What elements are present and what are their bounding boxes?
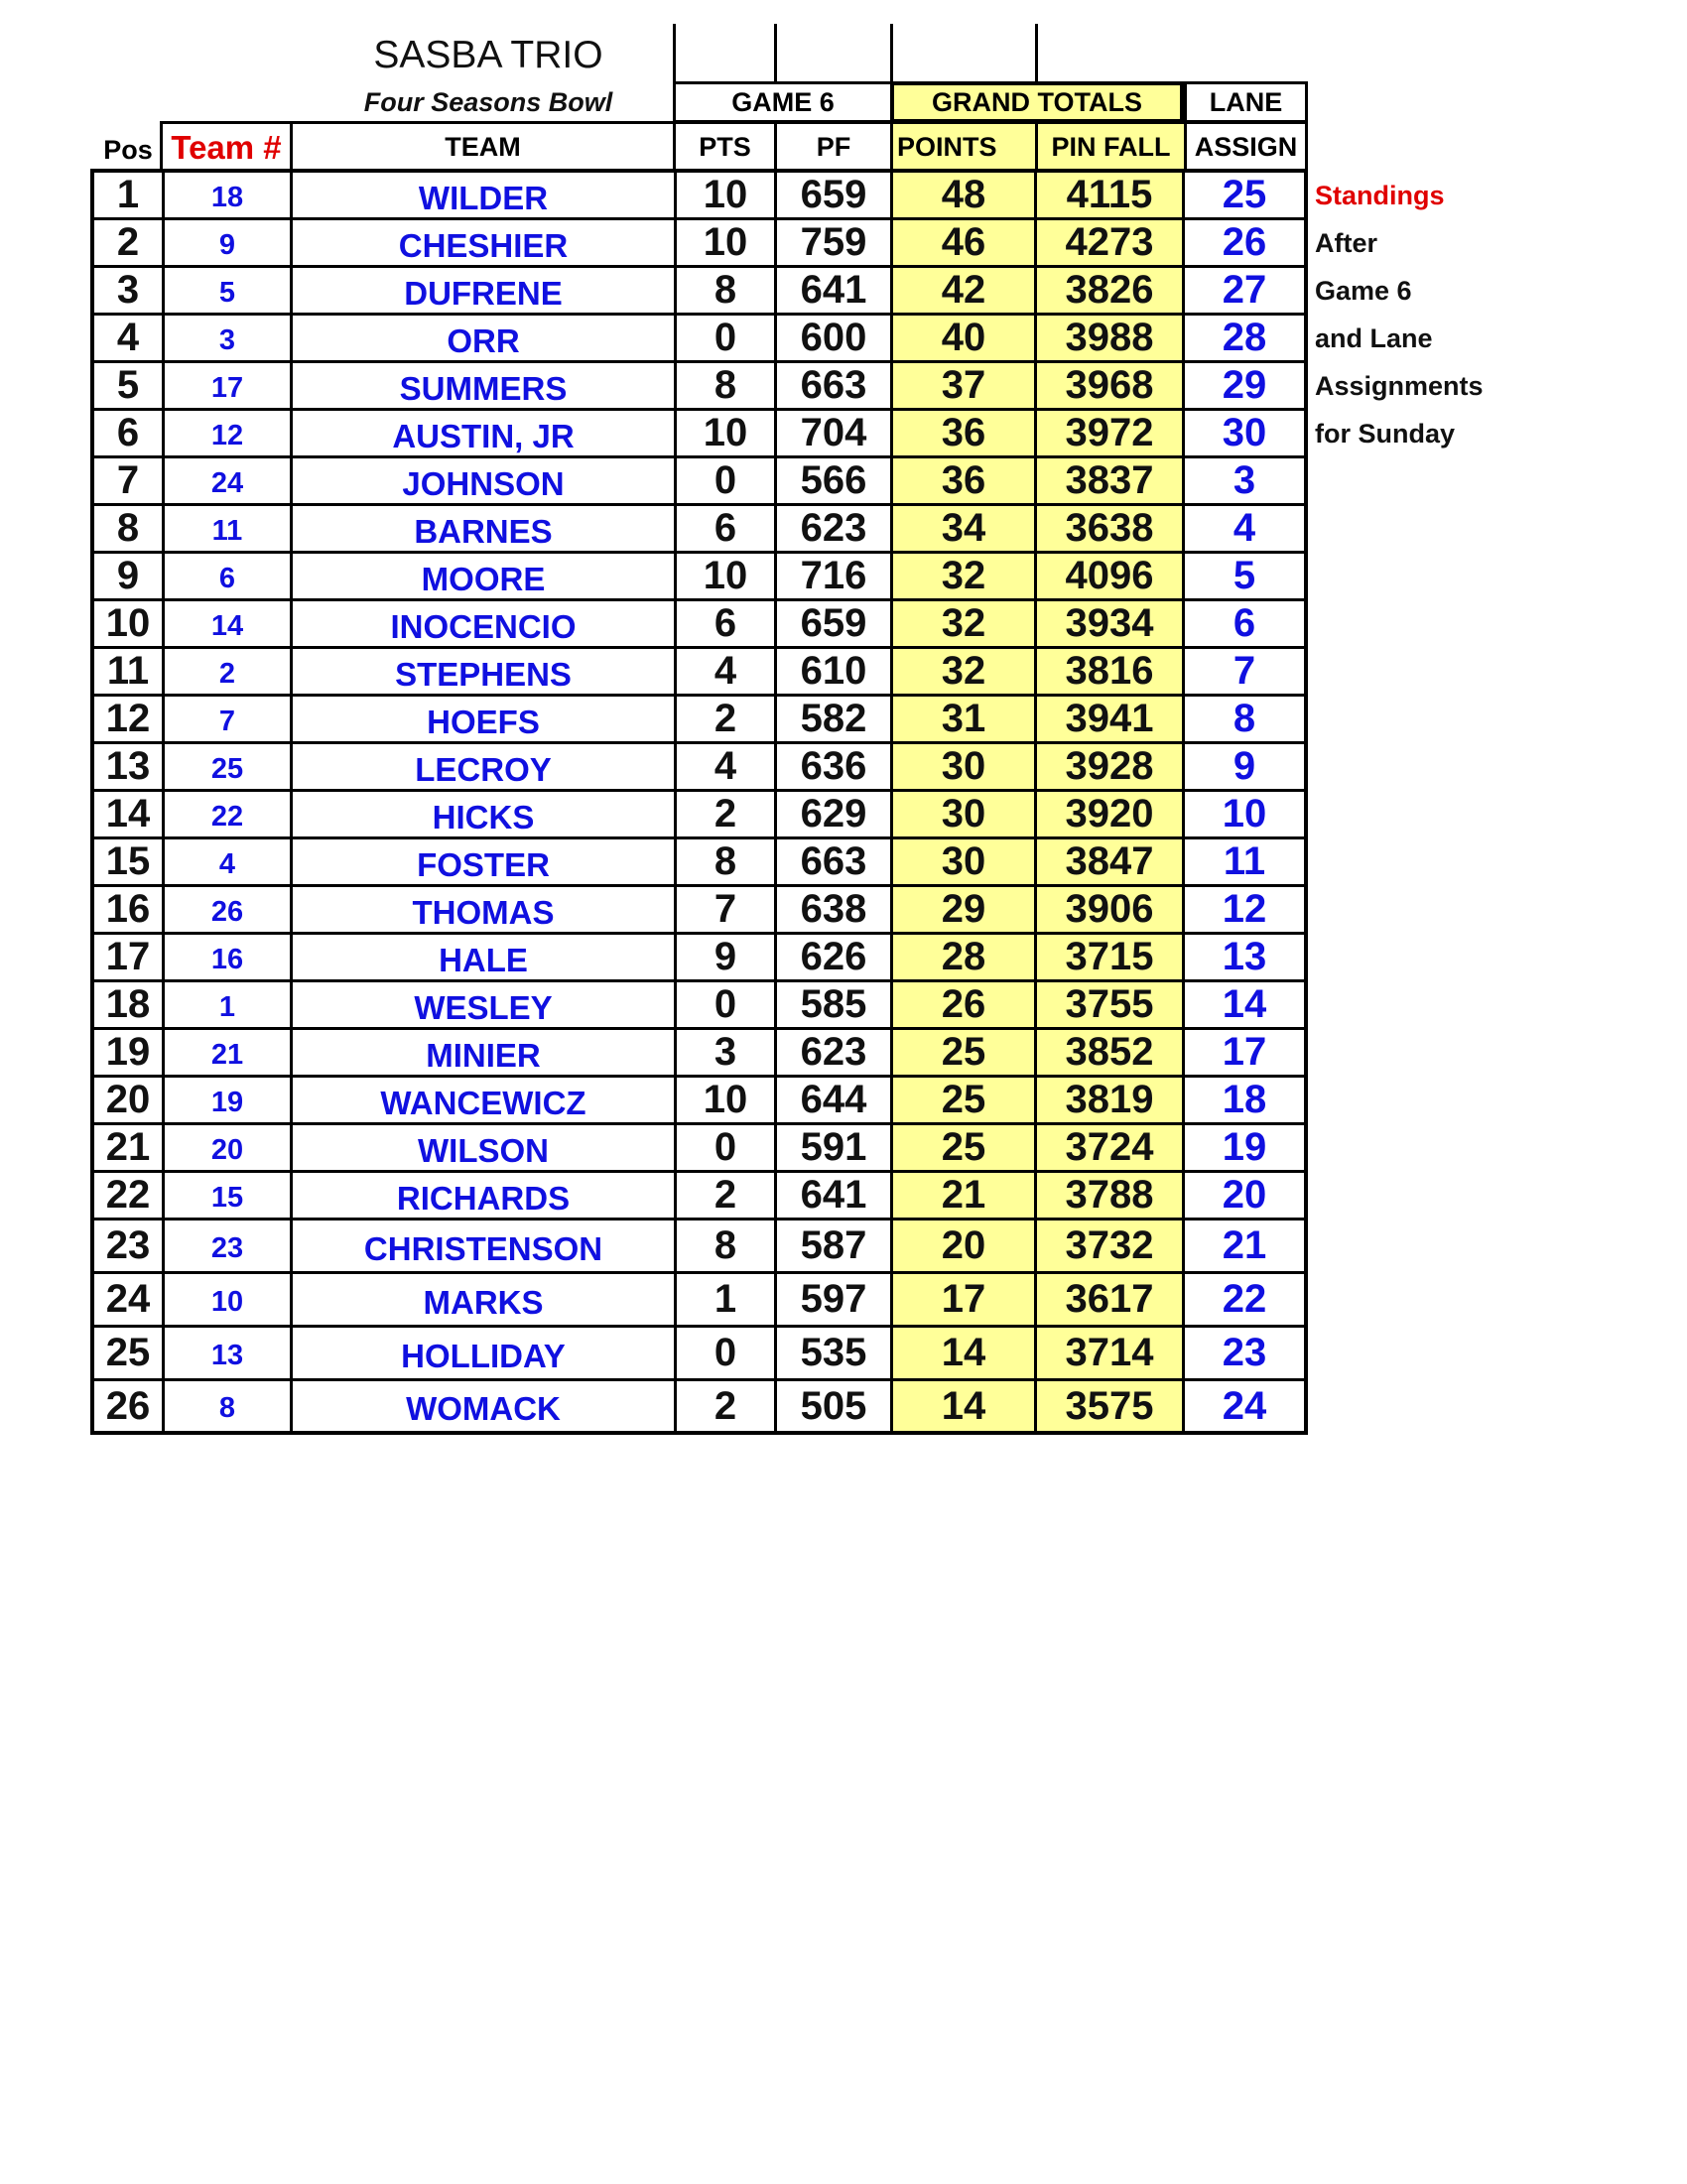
lane-header bbox=[1184, 81, 1308, 123]
game-pf-cell: 585 bbox=[776, 980, 892, 1028]
total-pin-fall-cell: 3847 bbox=[1036, 837, 1184, 885]
table-row bbox=[92, 885, 1306, 933]
total-points-cell: 30 bbox=[892, 742, 1036, 790]
total-pin-fall-cell: 3816 bbox=[1036, 647, 1184, 695]
table-row bbox=[92, 837, 1306, 885]
table-row bbox=[92, 1028, 1306, 1076]
position-cell: 9 bbox=[92, 552, 164, 599]
lane-assign-cell: 11 bbox=[1184, 837, 1307, 885]
game-pf-cell: 638 bbox=[776, 885, 892, 933]
total-pin-fall-cell: 3617 bbox=[1036, 1272, 1184, 1326]
total-points-cell: 28 bbox=[892, 933, 1036, 980]
total-pin-fall-cell: 3575 bbox=[1036, 1379, 1184, 1433]
total-pin-fall-cell: 3920 bbox=[1036, 790, 1184, 837]
game-pf-cell: 623 bbox=[776, 504, 892, 552]
team-name-cell: CHESHIER bbox=[292, 218, 676, 266]
team-number-cell: 21 bbox=[164, 1028, 292, 1076]
grand-totals-header bbox=[890, 81, 1184, 123]
divider-line bbox=[673, 24, 676, 83]
team-name-cell: FOSTER bbox=[292, 837, 676, 885]
table-row bbox=[92, 695, 1306, 742]
lane-assign-cell: 24 bbox=[1184, 1379, 1307, 1433]
game-pf-cell: 759 bbox=[776, 218, 892, 266]
team-name-cell: WOMACK bbox=[292, 1379, 676, 1433]
column-points: POINTS bbox=[897, 132, 997, 162]
total-points-cell: 14 bbox=[892, 1379, 1036, 1433]
team-number-header-box bbox=[160, 121, 293, 171]
total-points-cell: 46 bbox=[892, 218, 1036, 266]
game-pts-cell: 6 bbox=[676, 599, 776, 647]
game-pf-cell: 600 bbox=[776, 314, 892, 361]
total-points-cell: 30 bbox=[892, 790, 1036, 837]
total-pin-fall-cell: 3788 bbox=[1036, 1171, 1184, 1219]
column-team-number: Team # bbox=[171, 128, 282, 166]
assign-header-box bbox=[1184, 121, 1308, 171]
column-pts: PTS bbox=[699, 132, 751, 162]
lane-assign-cell: 8 bbox=[1184, 695, 1307, 742]
team-number-cell: 5 bbox=[164, 266, 292, 314]
total-pin-fall-cell: 3714 bbox=[1036, 1326, 1184, 1379]
team-number-cell: 19 bbox=[164, 1076, 292, 1123]
total-points-cell: 32 bbox=[892, 599, 1036, 647]
position-cell: 18 bbox=[92, 980, 164, 1028]
table-row bbox=[92, 742, 1306, 790]
total-pin-fall-cell: 3941 bbox=[1036, 695, 1184, 742]
total-pin-fall-cell: 3852 bbox=[1036, 1028, 1184, 1076]
lane-assign-cell: 25 bbox=[1184, 171, 1307, 218]
game-pf-cell: 610 bbox=[776, 647, 892, 695]
team-name-cell: WILSON bbox=[292, 1123, 676, 1171]
team-name-cell: MARKS bbox=[292, 1272, 676, 1326]
lane-assign-cell: 18 bbox=[1184, 1076, 1307, 1123]
lane-assign-cell: 9 bbox=[1184, 742, 1307, 790]
total-pin-fall-cell: 3715 bbox=[1036, 933, 1184, 980]
divider-line bbox=[890, 24, 893, 83]
lane-assign-cell: 28 bbox=[1184, 314, 1307, 361]
total-points-cell: 36 bbox=[892, 456, 1036, 504]
game-pf-cell: 587 bbox=[776, 1219, 892, 1272]
game-pf-cell: 582 bbox=[776, 695, 892, 742]
lane-assign-cell: 21 bbox=[1184, 1219, 1307, 1272]
team-number-cell: 23 bbox=[164, 1219, 292, 1272]
game-pts-cell: 8 bbox=[676, 1219, 776, 1272]
total-pin-fall-cell: 4096 bbox=[1036, 552, 1184, 599]
game-pf-cell: 636 bbox=[776, 742, 892, 790]
team-name-cell: MINIER bbox=[292, 1028, 676, 1076]
table-row bbox=[92, 409, 1306, 456]
game-pts-cell: 10 bbox=[676, 552, 776, 599]
table-row bbox=[92, 171, 1306, 218]
position-cell: 21 bbox=[92, 1123, 164, 1171]
total-points-cell: 34 bbox=[892, 504, 1036, 552]
position-cell: 23 bbox=[92, 1219, 164, 1272]
total-points-cell: 14 bbox=[892, 1326, 1036, 1379]
table-row bbox=[92, 1272, 1306, 1326]
table-row bbox=[92, 361, 1306, 409]
team-number-cell: 16 bbox=[164, 933, 292, 980]
position-cell: 20 bbox=[92, 1076, 164, 1123]
team-number-cell: 20 bbox=[164, 1123, 292, 1171]
column-pf: PF bbox=[816, 132, 851, 162]
team-name-cell: HOEFS bbox=[292, 695, 676, 742]
game-pf-cell: 663 bbox=[776, 361, 892, 409]
team-number-cell: 18 bbox=[164, 171, 292, 218]
team-number-cell: 3 bbox=[164, 314, 292, 361]
total-pin-fall-cell: 3906 bbox=[1036, 885, 1184, 933]
team-name-cell: AUSTIN, JR bbox=[292, 409, 676, 456]
position-cell: 1 bbox=[92, 171, 164, 218]
game-pf-cell: 597 bbox=[776, 1272, 892, 1326]
team-number-cell: 22 bbox=[164, 790, 292, 837]
position-cell: 25 bbox=[92, 1326, 164, 1379]
game-pf-cell: 623 bbox=[776, 1028, 892, 1076]
game-label: GAME 6 bbox=[731, 86, 835, 117]
game-pts-cell: 8 bbox=[676, 361, 776, 409]
game-pts-cell: 10 bbox=[676, 218, 776, 266]
team-number-cell: 1 bbox=[164, 980, 292, 1028]
position-cell: 24 bbox=[92, 1272, 164, 1326]
team-name-cell: MOORE bbox=[292, 552, 676, 599]
table-row bbox=[92, 1171, 1306, 1219]
team-name-cell: HOLLIDAY bbox=[292, 1326, 676, 1379]
game-pf-cell: 644 bbox=[776, 1076, 892, 1123]
position-cell: 10 bbox=[92, 599, 164, 647]
total-pin-fall-cell: 3755 bbox=[1036, 980, 1184, 1028]
team-number-cell: 17 bbox=[164, 361, 292, 409]
table-row bbox=[92, 314, 1306, 361]
table-row bbox=[92, 266, 1306, 314]
pf-header-box bbox=[774, 121, 893, 171]
position-cell: 16 bbox=[92, 885, 164, 933]
game-pts-cell: 7 bbox=[676, 885, 776, 933]
team-number-cell: 9 bbox=[164, 218, 292, 266]
total-pin-fall-cell: 3638 bbox=[1036, 504, 1184, 552]
total-pin-fall-cell: 3837 bbox=[1036, 456, 1184, 504]
table-row bbox=[92, 1219, 1306, 1272]
game-pf-cell: 566 bbox=[776, 456, 892, 504]
game-pf-cell: 659 bbox=[776, 171, 892, 218]
game-pts-cell: 0 bbox=[676, 314, 776, 361]
game-pf-cell: 505 bbox=[776, 1379, 892, 1433]
pin-fall-header-box bbox=[1035, 121, 1187, 171]
side-note-line: Standings bbox=[1315, 181, 1445, 210]
table-row bbox=[92, 218, 1306, 266]
total-pin-fall-cell: 3732 bbox=[1036, 1219, 1184, 1272]
total-points-cell: 48 bbox=[892, 171, 1036, 218]
team-name-cell: THOMAS bbox=[292, 885, 676, 933]
points-header-box bbox=[890, 121, 1038, 171]
game-pf-cell: 629 bbox=[776, 790, 892, 837]
team-name-cell: WANCEWICZ bbox=[292, 1076, 676, 1123]
position-cell: 11 bbox=[92, 647, 164, 695]
lane-assign-cell: 13 bbox=[1184, 933, 1307, 980]
divider-line bbox=[774, 24, 777, 83]
lane-assign-cell: 6 bbox=[1184, 599, 1307, 647]
position-cell: 8 bbox=[92, 504, 164, 552]
position-cell: 17 bbox=[92, 933, 164, 980]
team-name-cell: LECROY bbox=[292, 742, 676, 790]
game-pf-cell: 626 bbox=[776, 933, 892, 980]
team-name-cell: STEPHENS bbox=[292, 647, 676, 695]
total-pin-fall-cell: 4115 bbox=[1036, 171, 1184, 218]
team-name-cell: DUFRENE bbox=[292, 266, 676, 314]
team-name-cell: RICHARDS bbox=[292, 1171, 676, 1219]
team-number-cell: 14 bbox=[164, 599, 292, 647]
position-cell: 22 bbox=[92, 1171, 164, 1219]
lane-assign-cell: 22 bbox=[1184, 1272, 1307, 1326]
position-cell: 14 bbox=[92, 790, 164, 837]
lane-assign-cell: 3 bbox=[1184, 456, 1307, 504]
game-pts-cell: 2 bbox=[676, 1379, 776, 1433]
table-row bbox=[92, 1076, 1306, 1123]
team-header-box bbox=[290, 121, 676, 171]
game-pts-cell: 3 bbox=[676, 1028, 776, 1076]
team-number-cell: 24 bbox=[164, 456, 292, 504]
lane-assign-cell: 30 bbox=[1184, 409, 1307, 456]
page-title: SASBA TRIO bbox=[373, 34, 603, 76]
game-pts-cell: 10 bbox=[676, 409, 776, 456]
game-pts-cell: 2 bbox=[676, 790, 776, 837]
team-number-cell: 10 bbox=[164, 1272, 292, 1326]
team-number-cell: 11 bbox=[164, 504, 292, 552]
table-row bbox=[92, 504, 1306, 552]
team-name-cell: INOCENCIO bbox=[292, 599, 676, 647]
position-cell: 4 bbox=[92, 314, 164, 361]
total-points-cell: 42 bbox=[892, 266, 1036, 314]
total-points-cell: 40 bbox=[892, 314, 1036, 361]
team-name-cell: ORR bbox=[292, 314, 676, 361]
team-number-cell: 2 bbox=[164, 647, 292, 695]
standings-table bbox=[90, 169, 1308, 1435]
total-points-cell: 21 bbox=[892, 1171, 1036, 1219]
game-pts-cell: 9 bbox=[676, 933, 776, 980]
table-row bbox=[92, 599, 1306, 647]
total-pin-fall-cell: 3928 bbox=[1036, 742, 1184, 790]
total-points-cell: 37 bbox=[892, 361, 1036, 409]
total-points-cell: 36 bbox=[892, 409, 1036, 456]
side-note-line: After bbox=[1315, 228, 1378, 258]
game-pf-cell: 659 bbox=[776, 599, 892, 647]
total-pin-fall-cell: 3724 bbox=[1036, 1123, 1184, 1171]
table-row bbox=[92, 1326, 1306, 1379]
game-pf-cell: 716 bbox=[776, 552, 892, 599]
total-points-cell: 26 bbox=[892, 980, 1036, 1028]
total-pin-fall-cell: 3972 bbox=[1036, 409, 1184, 456]
lane-assign-cell: 5 bbox=[1184, 552, 1307, 599]
side-note-line: Assignments bbox=[1315, 371, 1484, 401]
game-pts-cell: 6 bbox=[676, 504, 776, 552]
column-team: TEAM bbox=[445, 132, 521, 162]
team-number-cell: 12 bbox=[164, 409, 292, 456]
total-points-cell: 25 bbox=[892, 1076, 1036, 1123]
lane-assign-cell: 19 bbox=[1184, 1123, 1307, 1171]
team-name-cell: HICKS bbox=[292, 790, 676, 837]
page-subtitle: Four Seasons Bowl bbox=[363, 87, 613, 117]
team-number-cell: 26 bbox=[164, 885, 292, 933]
total-pin-fall-cell: 4273 bbox=[1036, 218, 1184, 266]
side-note-line: and Lane bbox=[1315, 323, 1433, 353]
total-pin-fall-cell: 3826 bbox=[1036, 266, 1184, 314]
lane-assign-cell: 14 bbox=[1184, 980, 1307, 1028]
team-name-cell: JOHNSON bbox=[292, 456, 676, 504]
side-note-line: Game 6 bbox=[1315, 276, 1412, 306]
position-cell: 26 bbox=[92, 1379, 164, 1433]
lane-assign-cell: 4 bbox=[1184, 504, 1307, 552]
position-cell: 12 bbox=[92, 695, 164, 742]
lane-assign-cell: 10 bbox=[1184, 790, 1307, 837]
game-pts-cell: 4 bbox=[676, 742, 776, 790]
lane-assign-cell: 29 bbox=[1184, 361, 1307, 409]
total-pin-fall-cell: 3934 bbox=[1036, 599, 1184, 647]
lane-assign-cell: 7 bbox=[1184, 647, 1307, 695]
game-pf-cell: 535 bbox=[776, 1326, 892, 1379]
game-pts-cell: 8 bbox=[676, 837, 776, 885]
game-pf-cell: 641 bbox=[776, 266, 892, 314]
total-points-cell: 20 bbox=[892, 1219, 1036, 1272]
game-pts-cell: 10 bbox=[676, 171, 776, 218]
column-pin-fall: PIN FALL bbox=[1051, 132, 1171, 162]
game-pts-cell: 0 bbox=[676, 456, 776, 504]
team-name-cell: HALE bbox=[292, 933, 676, 980]
team-number-cell: 6 bbox=[164, 552, 292, 599]
game-pf-cell: 591 bbox=[776, 1123, 892, 1171]
total-pin-fall-cell: 3968 bbox=[1036, 361, 1184, 409]
total-points-cell: 25 bbox=[892, 1123, 1036, 1171]
game-pts-cell: 0 bbox=[676, 980, 776, 1028]
position-cell: 6 bbox=[92, 409, 164, 456]
team-number-cell: 8 bbox=[164, 1379, 292, 1433]
game-pf-cell: 641 bbox=[776, 1171, 892, 1219]
game-pts-cell: 0 bbox=[676, 1326, 776, 1379]
lane-assign-cell: 17 bbox=[1184, 1028, 1307, 1076]
game-pts-cell: 1 bbox=[676, 1272, 776, 1326]
lane-assign-cell: 12 bbox=[1184, 885, 1307, 933]
team-number-cell: 7 bbox=[164, 695, 292, 742]
pts-header-box bbox=[673, 121, 777, 171]
game-pts-cell: 2 bbox=[676, 1171, 776, 1219]
position-cell: 3 bbox=[92, 266, 164, 314]
total-points-cell: 31 bbox=[892, 695, 1036, 742]
game-pts-cell: 4 bbox=[676, 647, 776, 695]
lane-assign-cell: 23 bbox=[1184, 1326, 1307, 1379]
table-row bbox=[92, 790, 1306, 837]
position-cell: 13 bbox=[92, 742, 164, 790]
table-row bbox=[92, 1123, 1306, 1171]
position-cell: 2 bbox=[92, 218, 164, 266]
column-pos: Pos bbox=[103, 135, 153, 165]
total-points-cell: 25 bbox=[892, 1028, 1036, 1076]
team-name-cell: WILDER bbox=[292, 171, 676, 218]
game-header bbox=[673, 81, 893, 123]
game-pts-cell: 0 bbox=[676, 1123, 776, 1171]
position-cell: 19 bbox=[92, 1028, 164, 1076]
grand-totals-label: GRAND TOTALS bbox=[932, 86, 1142, 117]
lane-label: LANE bbox=[1209, 86, 1283, 117]
total-pin-fall-cell: 3988 bbox=[1036, 314, 1184, 361]
total-points-cell: 29 bbox=[892, 885, 1036, 933]
table-row bbox=[92, 980, 1306, 1028]
team-number-cell: 15 bbox=[164, 1171, 292, 1219]
team-name-cell: SUMMERS bbox=[292, 361, 676, 409]
team-name-cell: CHRISTENSON bbox=[292, 1219, 676, 1272]
side-note-line: for Sunday bbox=[1315, 419, 1456, 449]
total-points-cell: 32 bbox=[892, 552, 1036, 599]
team-number-cell: 25 bbox=[164, 742, 292, 790]
table-row bbox=[92, 552, 1306, 599]
total-points-cell: 32 bbox=[892, 647, 1036, 695]
team-number-cell: 13 bbox=[164, 1326, 292, 1379]
table-row bbox=[92, 456, 1306, 504]
lane-assign-cell: 20 bbox=[1184, 1171, 1307, 1219]
position-cell: 15 bbox=[92, 837, 164, 885]
total-points-cell: 30 bbox=[892, 837, 1036, 885]
table-row bbox=[92, 933, 1306, 980]
game-pf-cell: 704 bbox=[776, 409, 892, 456]
total-points-cell: 17 bbox=[892, 1272, 1036, 1326]
lane-assign-cell: 27 bbox=[1184, 266, 1307, 314]
team-name-cell: WESLEY bbox=[292, 980, 676, 1028]
position-cell: 5 bbox=[92, 361, 164, 409]
team-number-cell: 4 bbox=[164, 837, 292, 885]
divider-line bbox=[1035, 24, 1038, 83]
team-name-cell: BARNES bbox=[292, 504, 676, 552]
position-cell: 7 bbox=[92, 456, 164, 504]
game-pts-cell: 2 bbox=[676, 695, 776, 742]
column-assign: ASSIGN bbox=[1194, 132, 1298, 162]
game-pts-cell: 10 bbox=[676, 1076, 776, 1123]
table-row bbox=[92, 647, 1306, 695]
table-row bbox=[92, 1379, 1306, 1433]
game-pts-cell: 8 bbox=[676, 266, 776, 314]
lane-assign-cell: 26 bbox=[1184, 218, 1307, 266]
total-pin-fall-cell: 3819 bbox=[1036, 1076, 1184, 1123]
game-pf-cell: 663 bbox=[776, 837, 892, 885]
